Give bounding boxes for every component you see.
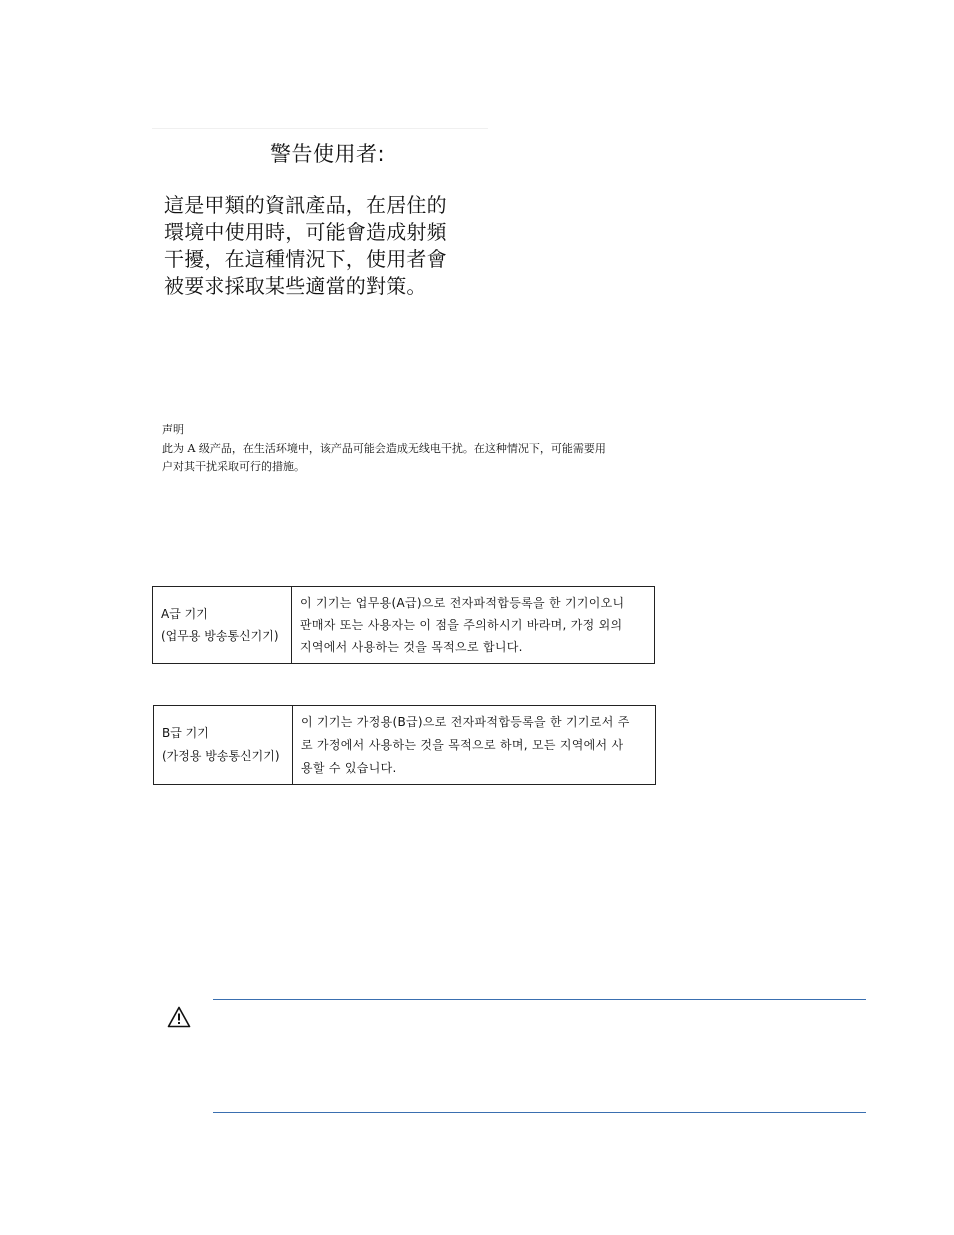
korea-class-b-table [153,705,656,785]
taiwan-warning-line: 這是甲類的資訊產品，在居住的 [164,193,447,217]
taiwan-warning-line: 被要求採取某些適當的對策。 [164,274,427,298]
korea-class-b-label: B급 기기 [162,726,209,740]
korea-class-b-text-cell [293,706,655,784]
korea-class-a-text-cell [292,587,654,663]
korea-class-a-text-line: 이 기기는 업무용(A급)으로 전자파적합등록을 한 기기이오니 [300,596,625,610]
korea-class-a-label-cell [153,587,292,663]
china-statement [162,421,662,476]
china-statement-title: 声明 [162,423,184,436]
china-statement-line: 户对其干扰采取可行的措施。 [162,460,305,473]
warning-triangle-icon [167,1006,191,1028]
korea-class-a-text-line: 판매자 또는 사용자는 이 점을 주의하시기 바라며, 가정 외의 [300,618,623,632]
scan-edge [152,128,488,129]
taiwan-warning-line: 干擾，在這種情況下，使用者會 [164,247,447,271]
korea-class-a-label: A급 기기 [161,607,208,621]
korea-class-b-text-line: 이 기기는 가정용(B급)으로 전자파적합등록을 한 기기로서 주 [301,715,630,729]
caution-rule-bottom [213,1112,866,1113]
korea-class-a-text-line: 지역에서 사용하는 것을 목적으로 합니다. [300,640,523,654]
korea-class-b-text-line: 용할 수 있습니다. [301,761,397,775]
korea-class-a-sublabel: (업무용 방송통신기기) [161,629,279,643]
korea-class-b-sublabel: (가정용 방송통신기기) [162,749,280,763]
taiwan-warning-line: 環境中使用時，可能會造成射頻 [164,220,447,244]
korea-class-a-table [152,586,655,664]
caution-rule-top [213,999,866,1000]
korea-class-b-label-cell [154,706,293,784]
taiwan-warning-notice [152,128,488,308]
china-statement-line: 此为 A 级产品，在生活环境中，该产品可能会造成无线电干扰。在这种情况下，可能需要用 [162,442,606,455]
korea-class-b-text-line: 로 가정에서 사용하는 것을 목적으로 하며, 모든 지역에서 사 [301,738,624,752]
taiwan-warning-title: 警告使用者: [270,142,386,166]
